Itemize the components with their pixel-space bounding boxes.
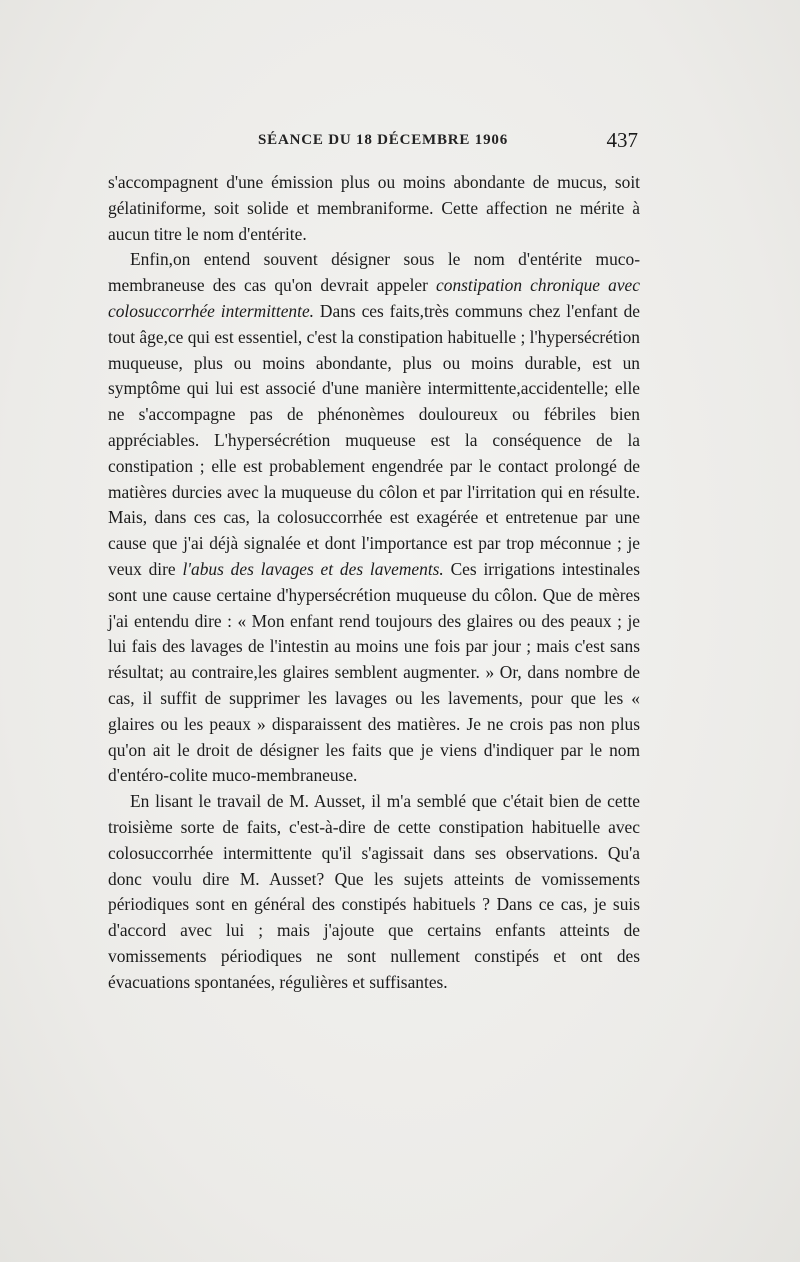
paragraph-1 <box>108 170 640 247</box>
paragraph-3-text: En lisant le travail de M. Ausset, il m'a semblé que c'était bien de cette troisième sorte de faits, c'est-à-dire de cette constipation habituelle avec colosuccorrhée intermittente qu'il s'agissait dans ses observations. Qu'a donc voulu dire M. Ausset? Que les sujets atteints de vomissements périodiques sont en général des constipés habituels ? Dans ce cas, je suis d'accord avec lui ; mais j'ajoute que certains enfants atteints de vomissements périodiques ne sont nullement constipés et ont des évacuations spontanées, régulières et suffisantes. <box>108 791 640 992</box>
page-number: 437 <box>606 128 638 152</box>
paragraph-2-italic-a: constipation chronique avec colosuccorrhée intermittente. <box>108 275 640 321</box>
running-title: SÉANCE DU 18 DÉCEMBRE 1906 <box>258 132 508 148</box>
paragraph-2-text-b: Dans ces faits,très communs chez l'enfant de tout âge,ce qui est essentiel, c'est la constipation habituelle ; l'hypersécrétion muqueuse, plus ou moins abondante, plus ou moins durable, est un symptôme qui lui est associé d'une manière intermittente,accidentelle; elle ne s'accompagne pas de phénonèmes douloureux ou fébriles bien appréciables. L'hypersécrétion muqueuse est la conséquence de la constipation ; elle est probablement engendrée par le contact prolongé de matières durcies avec la muqueuse du côlon et par l'irritation qui en résulte. Mais, dans ces cas, la colosuccorrhée est exagérée et entretenue par une cause que j'ai déjà signalée et dont l'importance est par trop méconnue ; je veux dire <box>108 300 640 579</box>
paragraph-2-text-a: Enfin,on entend souvent désigner sous le nom d'entérite muco-membraneuse des cas qu'on devrait appeler <box>108 249 640 296</box>
paragraph-2-text-c: Ces irrigations intestinales sont une cause certaine d'hypersécrétion muqueuse du côlon. Que de mères j'ai entendu dire : « Mon enfant rend toujours des glaires ou des peaux ; je lui fais des lavages de l'intestin au moins une fois par jour ; mais c'est sans résultat; au contraire,les glaires semblent augmenter. » Or, dans nombre de cas, il suffit de supprimer les lavages ou les lavements, pour que les « glaires ou les peaux » disparaissent des matières. Je ne crois pas non plus qu'on ait le droit de désigner les faits que je viens d'indiquer par le nom d'entéro-colite muco-membraneuse. <box>108 558 640 786</box>
body-text <box>108 170 640 996</box>
paragraph-1-text: s'accompagnent d'une émission plus ou moins abondante de mucus, soit gélatiniforme, soit solide et membraniforme. Cette affection ne mérite à aucun titre le nom d'entérite. <box>108 172 640 244</box>
paragraph-3 <box>108 789 640 995</box>
page-header <box>108 128 638 154</box>
paragraph-2-italic-b: l'abus des lavages et des lavements. <box>182 558 444 579</box>
paragraph-2 <box>108 247 640 789</box>
